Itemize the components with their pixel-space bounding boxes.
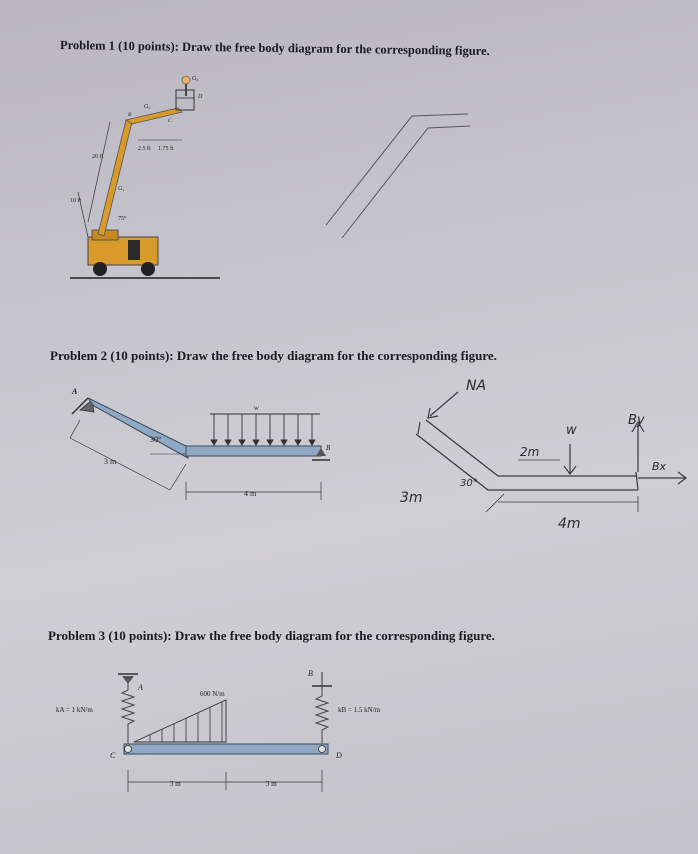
fig3-spring-a-label: kA = 1 kN/m <box>56 706 93 714</box>
fig1-dim-25: 2.5 ft <box>138 146 151 152</box>
fig3-label-c: C <box>110 751 116 760</box>
fig3-label-a: A <box>138 683 143 692</box>
figure-1-boom-lift <box>70 62 220 287</box>
fig3-spring-b-label: kB = 1.5 kN/m <box>338 706 381 714</box>
problem-2-label: Problem 2 (10 points): <box>50 348 174 363</box>
hand-label-by: By <box>628 413 645 428</box>
problem-1-text: Draw the free body diagram for the corresponding figure. <box>181 39 490 58</box>
hand-label-angle: 30° <box>460 478 478 489</box>
problem-1-label: Problem 1 (10 points): <box>59 38 179 54</box>
fig2-dim-3m: 3 m <box>104 457 117 466</box>
fig1-label-g3: G₃ <box>192 76 199 82</box>
fig1-dim-10: 10 ft <box>70 198 82 204</box>
problem-3-text: Draw the free body diagram for the corresponding figure. <box>174 628 495 643</box>
fig1-dim-175: 1.75 ft <box>158 146 174 152</box>
fig2-label-w: w <box>254 404 259 412</box>
fig1-label-b: B <box>128 112 132 118</box>
fig1-label-g1: G₁ <box>118 186 125 192</box>
fig3-label-b: B <box>308 669 313 678</box>
problem-3-label: Problem 3 (10 points): <box>48 628 172 643</box>
fig1-label-d: D <box>198 94 203 100</box>
fig3-load-label: 600 N/m <box>200 690 225 698</box>
fig1-angle: 75° <box>118 216 127 222</box>
hand-label-3m: 3m <box>400 490 423 506</box>
fig2-angle: 30° <box>150 435 162 444</box>
problem-3-title <box>48 628 495 644</box>
figure-2-bent-beam <box>58 380 348 510</box>
problem-2-title <box>50 348 497 364</box>
hand-label-bx: Bx <box>652 460 667 473</box>
fig2-label-a: A <box>72 387 78 396</box>
fig3-dim-left: 3 m <box>170 780 181 788</box>
fig2-label-b: B <box>326 444 331 452</box>
handdrawn-sketch-problem-1 <box>320 100 480 250</box>
fig1-dim-20: 20 ft <box>92 154 104 160</box>
problem-2-text: Draw the free body diagram for the corresponding figure. <box>176 348 497 363</box>
hand-label-na: NA <box>466 378 487 394</box>
hand-label-2m: 2m <box>520 445 540 459</box>
handdrawn-fbd-problem-2 <box>390 372 690 542</box>
fig1-label-c: C <box>168 118 172 124</box>
fig2-dim-4m: 4 m <box>244 489 257 498</box>
problem-1-title <box>60 38 490 59</box>
hand-label-w: w <box>566 423 577 438</box>
figure-3-spring-beam <box>50 662 410 802</box>
fig1-label-g2: G₂ <box>144 104 151 110</box>
hand-label-4m: 4m <box>558 516 581 532</box>
fig3-label-d: D <box>336 751 342 760</box>
fig3-dim-right: 3 m <box>266 780 277 788</box>
